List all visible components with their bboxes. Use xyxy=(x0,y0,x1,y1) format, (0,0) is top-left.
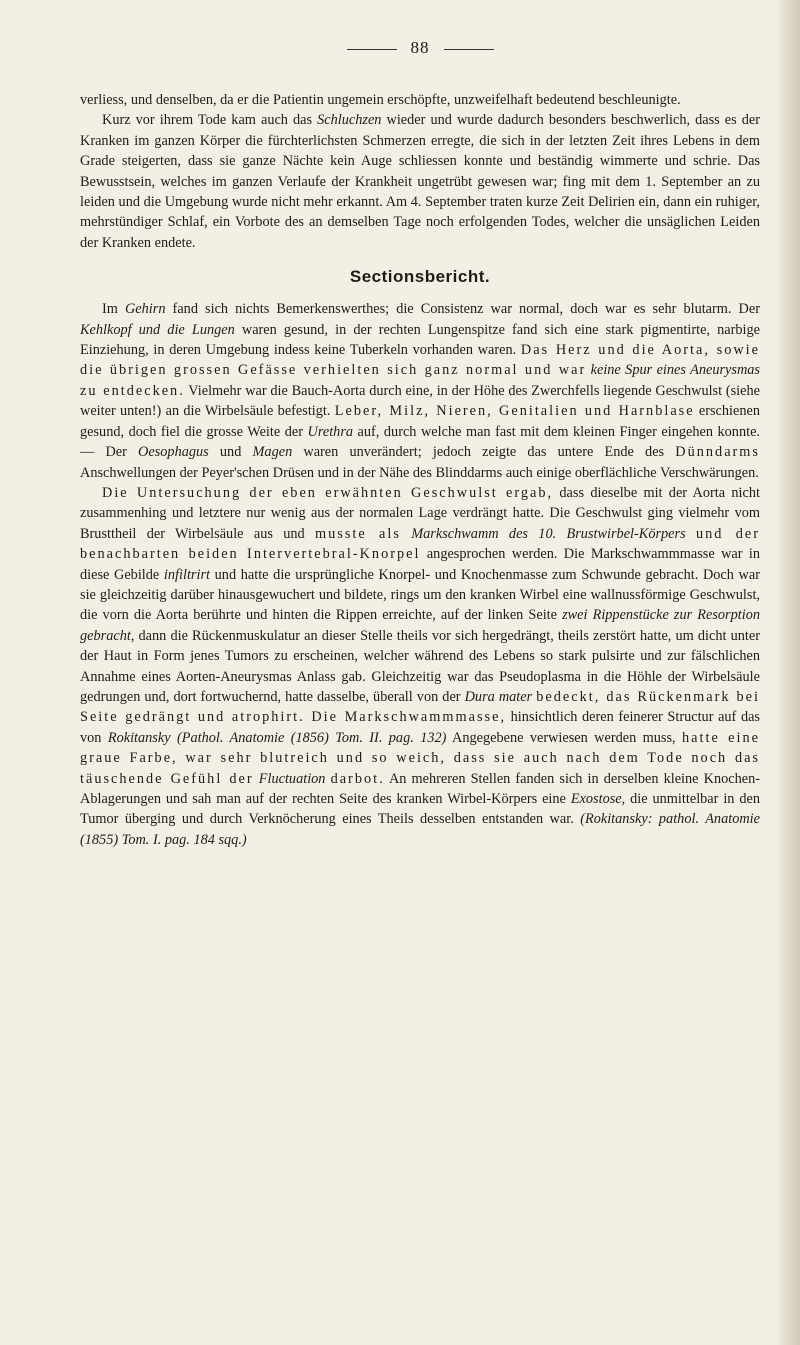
italic-run: Schluchzen xyxy=(317,112,382,129)
spaced-run: bedeckt, das Rückenmark bei Seite gedrängt und atrophirt. Die Markschwammmasse, xyxy=(80,688,760,726)
dash-left xyxy=(347,49,397,50)
italic-run: Dura mater xyxy=(464,688,533,705)
text-run xyxy=(686,526,696,542)
text-run: Kurz vor ihrem Tode kam auch das xyxy=(102,112,318,129)
italic-run: Exostose, xyxy=(570,791,626,807)
italic-run: Kehlkopf und die Lungen xyxy=(80,321,235,338)
spaced-run: Das Herz und die Aorta, sowie die übrigen grossen Gefässe verhielten sich ganz normal und war xyxy=(80,342,760,379)
text-run xyxy=(401,526,411,542)
text-run: wieder und wurde dadurch besonders beschwerlich, dass es der Kranken im ganzen Körper die fürchterlichsten Schmerzen erregte, die sich in der letzten Zeit ihres Lebens in dem Grade steigerten, dass sie ganze Nächte kein Auge schliessen konnte und beständig wimmerte und schrie. Das Bewusstsein, welches im ganzen Verlaufe der Krankheit ungetrübt gewesen war; fing mit dem 1. September an zu leiden und die Umgebung wurde nicht mehr erkannt. Am 4. September traten kurze Zeit Delirien ein, dann ein ruhiger, mehrstündiger Schlaf, ein Vorbote des an demselben Tage noch erfolgenden Todes, welcher die unsäglichen Leiden der Kranken endete. xyxy=(80,112,760,251)
italic-run: Fluctuation xyxy=(258,770,326,787)
italic-run: keine Spur eines Aneurysmas xyxy=(590,362,760,379)
spaced-run: musste als xyxy=(315,525,401,542)
section-heading: Sectionsbericht. xyxy=(349,267,491,287)
dash-right xyxy=(444,49,494,50)
italic-run: zwei Rippenstücke zur Resorption gebracht, xyxy=(80,607,760,644)
spaced-run: darbot. xyxy=(330,770,385,787)
text-run: dann die Rückenmuskulatur an dieser Stelle theils vor sich hergedrängt, theils zerstört hatte, um dicht unter der Haut in Form jenes Tumors zu erscheinen, welcher während des Lebens so stark pulsirte und zur fälschlichen Annahme eines Aorten-Aneurysmas Anlass gab. Gleichzeitig war das Pseudoplasma in die Höhle der Wirbelsäule gedrungen und, dort fortwuchernd, hatte dasselbe, überall von der xyxy=(80,627,760,705)
text-run: Anschwellungen der Peyer'schen Drüsen und in der Nähe des Blinddarms auch einige oberflächliche Verschwärungen. xyxy=(80,464,759,481)
text-run: und xyxy=(208,444,253,461)
text-run: erschienen gesund, doch fiel die grosse Weite der xyxy=(80,403,760,440)
italic-run: Magen xyxy=(252,444,293,461)
spaced-run: Die Untersuchung der eben erwähnten Geschwulst ergab, xyxy=(102,484,554,501)
text-run: Angegebene verwiesen werden muss, xyxy=(446,729,683,746)
italic-run: Oesophagus xyxy=(138,444,209,461)
italic-run: (Rokitansky: pathol. Anatomie (1855) Tom. I. pag. 184 sqq.) xyxy=(80,811,760,848)
italic-run: Rokitansky (Pathol. Anatomie (1856) Tom. II. pag. 132) xyxy=(107,729,447,746)
paragraph-schluchzen xyxy=(80,110,760,253)
text-run: Vielmehr war die Bauch-Aorta durch eine, in der Höhe des Zwerchfells liegende Geschwulst (siehe weiter unten!) an die Wirbelsäule befestigt. xyxy=(80,382,760,420)
italic-run: Gehirn xyxy=(124,301,166,318)
text-run: angesprochen werden. Die Markschwammmasse war in diese Gebilde xyxy=(80,546,760,583)
text-run: Im xyxy=(102,301,125,318)
spaced-run: Leber, Milz, Nieren, Genitalien und Harnblase xyxy=(334,403,695,420)
spaced-run: und der benachbarten beiden Intervertebral-Knorpel xyxy=(80,525,761,563)
paragraph-continuation: verliess, und denselben, da er die Patientin ungemein erschöpfte, unzweifelhaft bedeutend beschleunigte. xyxy=(80,92,681,108)
page-edge-shadow xyxy=(776,0,800,1345)
spaced-run: Dünndarms xyxy=(675,444,760,461)
text-run: fand sich nichts Bemerkenswerthes; die Consistenz war normal, doch war es sehr blutarm. Der xyxy=(165,301,760,318)
paragraph-autopsy-findings xyxy=(80,299,760,483)
italic-run: infiltrirt xyxy=(163,566,211,583)
italic-run: Urethra xyxy=(307,423,354,440)
spaced-run: hatte eine graue Farbe, war sehr blutreich und so weich, dass sie auch nach dem Tode noch das täuschende Gefühl der xyxy=(80,729,760,787)
text-run: waren unverändert; jedoch zeigte das untere Ende des xyxy=(292,444,676,461)
text-run: hinsichtlich deren feinerer Structur auf das von xyxy=(80,709,760,746)
text-run: auf, durch welche man fast mit dem kleinen Finger eingehen konnte. — Der xyxy=(80,423,760,461)
text-run: An mehreren Stellen fanden sich in derselben kleine Knochen-Ablagerungen und sah man auf der rechten Seite des kranken Wirbel-Körpers eine xyxy=(80,770,760,807)
page-number xyxy=(80,38,760,58)
paragraph-tumor-examination xyxy=(80,483,760,850)
text-run: die unmittelbar in den Tumor überging und durch Verknöcherung eines Theils desselben entstanden war. xyxy=(80,791,761,828)
text-run: dass dieselbe mit der Aorta nicht zusammenhing und letztere nur wenig aus der normalen Lage verdrängt hatte. Die Geschwulst ging vielmehr vom Brusttheil der Wirbelsäule aus und xyxy=(80,484,760,542)
spaced-run: zu entdecken. xyxy=(80,382,185,399)
text-run: und hatte die ursprüngliche Knorpel- und Knochenmasse zum Schwunde gebracht. Doch war sie gleichzeitig darüber hinausgewuchert und bildete, rings um den kranken Wirbel eine wallnussförmige Geschwulst, die vorn die Aorta berührte und hinten die Rippen erreichte, auf der linken Seite xyxy=(80,566,760,624)
page-number-text: 88 xyxy=(410,38,430,57)
italic-run: Markschwamm des 10. Brustwirbel-Körpers xyxy=(411,525,686,542)
text-run: waren gesund, in der rechten Lungenspitze fand sich eine stark pigmentirte, narbige Einziehung, in deren Umgebung indess keine Tuberkeln vorhanden waren. xyxy=(80,321,760,359)
